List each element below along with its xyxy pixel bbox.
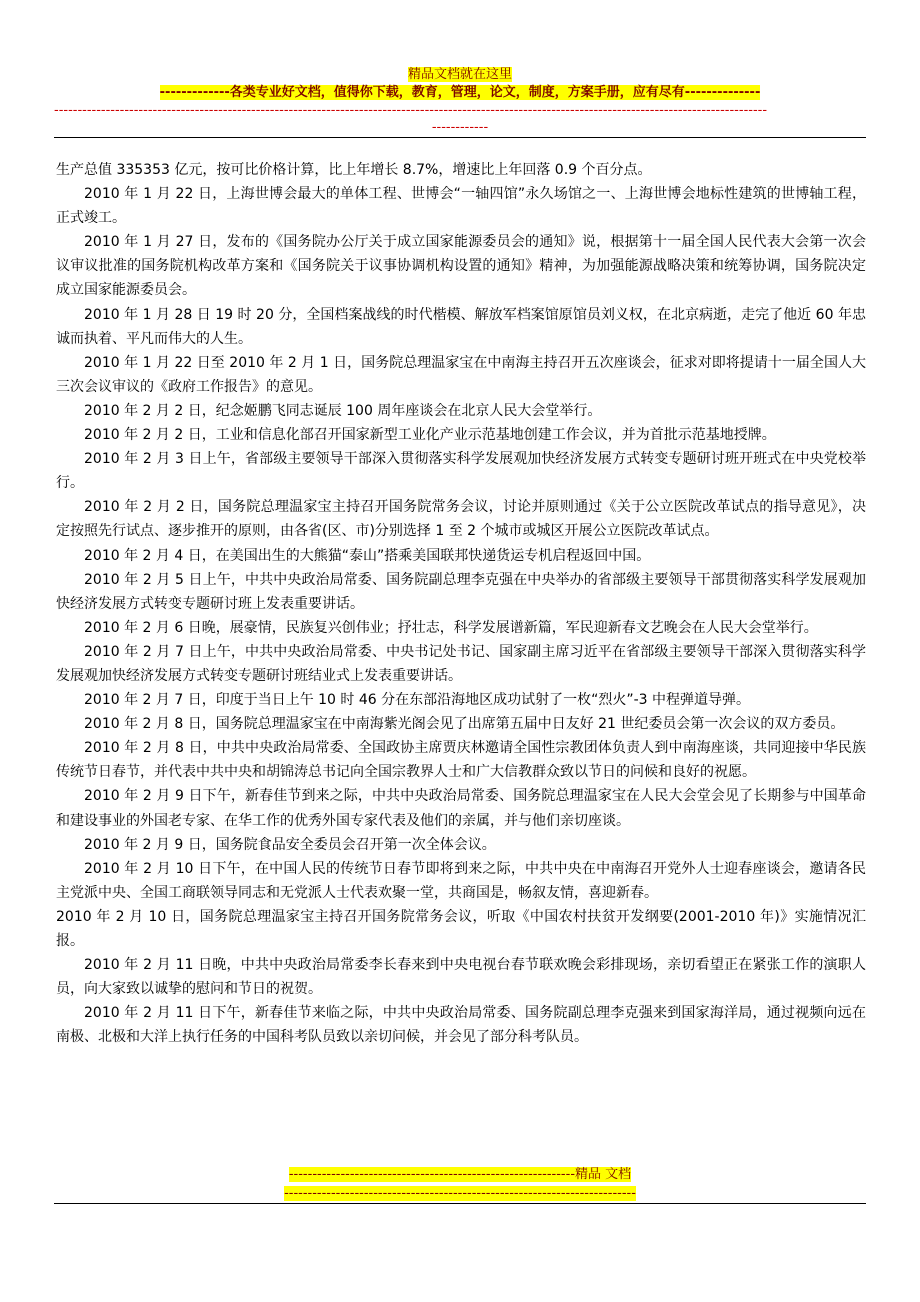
paragraph: 2010 年 1 月 28 日 19 时 20 分，全国档案战线的时代楷模、解放军档案馆原馆员刘义权，在北京病逝，走完了他近 60 年忠诚而执着、平凡而伟大的人生。 — [56, 306, 866, 347]
paragraph: 2010 年 1 月 22 日至 2010 年 2 月 1 日，国务院总理温家宝在中南海主持召开五次座谈会，征求对即将提请十一届全国人大三次会议审议的《政府工作报告》的意见。 — [56, 354, 866, 395]
paragraph: 2010 年 2 月 11 日晚，中共中央政治局常委李长春来到中央电视台春节联欢晚会彩排现场，亲切看望正在紧张工作的演职人员，向大家致以诚挚的慰问和节日的祝贺。 — [56, 957, 866, 998]
paragraph: 2010 年 2 月 8 日，中共中央政治局常委、全国政协主席贾庆林邀请全国性宗教团体负责人到中南海座谈，共同迎接中华民族传统节日春节，并代表中共中央和胡锦涛总书记向全国宗教界人士和广大信教群众致以节日的问候和良好的祝愿。 — [56, 740, 866, 781]
header-title-row — [0, 66, 920, 83]
paragraph: 2010 年 2 月 10 日，国务院总理温家宝主持召开国务院常务会议，听取《中国农村扶贫开发纲要(2001-2010 年)》实施情况汇报。 — [56, 908, 866, 949]
paragraph: 2010 年 2 月 10 日下午，在中国人民的传统节日春节即将到来之际，中共中央在中南海召开党外人士迎春座谈会，邀请各民主党派中央、全国工商联领导同志和无党派人士代表欢聚一堂，共商国是，畅叙友情，喜迎新春。 — [56, 860, 866, 901]
footer-label-row — [0, 1166, 920, 1183]
footer-dash-row — [0, 1185, 920, 1202]
header-title: 精品文档就在这里 — [407, 67, 512, 82]
paragraph: 2010 年 2 月 6 日晚，展豪情，民族复兴创伟业；抒壮志，科学发展谱新篇，军民迎新春文艺晚会在人民大会堂举行。 — [84, 619, 818, 636]
paragraph: 2010 年 2 月 2 日，纪念姬鹏飞同志诞辰 100 周年座谈会在北京人民大会堂举行。 — [84, 402, 602, 419]
paragraph: 2010 年 2 月 8 日，国务院总理温家宝在中南海紫光阁会见了出席第五届中日友好 21 世纪委员会第一次会议的双方委员。 — [84, 716, 845, 733]
header-divider — [54, 137, 866, 138]
paragraph: 2010 年 2 月 2 日，国务院总理温家宝主持召开国务院常务会议，讨论并原则通过《关于公立医院改革试点的指导意见》，决定按照先行试点、逐步推开的原则，由各省(区、市)分别选择 1 至 2 个城市或城区开展公立医院改革试点。 — [56, 499, 866, 540]
paragraph: 2010 年 2 月 9 日下午，新春佳节到来之际，中共中央政治局常委、国务院总理温家宝在人民大会堂会见了长期参与中国革命和建设事业的外国老专家、在华工作的优秀外国专家代表及他们的亲属，并与他们亲切座谈。 — [56, 788, 866, 829]
footer-divider — [54, 1203, 866, 1204]
paragraph: 2010 年 2 月 9 日，国务院食品安全委员会召开第一次全体会议。 — [84, 836, 496, 853]
paragraph: 2010 年 2 月 3 日上午，省部级主要领导干部深入贯彻落实科学发展观加快经济发展方式转变专题研讨班开班式在中央党校举行。 — [56, 451, 866, 492]
header-dash-line-short: ------------ — [431, 120, 489, 135]
header-slogan-row — [0, 84, 920, 101]
paragraph: 生产总值 335353 亿元，按可比价格计算，比上年增长 8.7%，增速比上年回落 0.9 个百分点。 — [56, 162, 652, 178]
footer-label: -------------------------------------------------------------精品 文档 — [288, 1167, 632, 1182]
paragraph: 2010 年 2 月 7 日上午，中共中央政治局常委、中央书记处书记、国家副主席习近平在省部级主要领导干部深入贯彻落实科学发展观加快经济发展方式转变专题研讨班结业式上发表重要讲话。 — [56, 643, 866, 684]
paragraph: 2010 年 2 月 4 日，在美国出生的大熊猫“泰山”搭乘美国联邦快递货运专机启程返回中国。 — [84, 547, 651, 564]
paragraph: 2010 年 2 月 11 日下午，新春佳节来临之际，中共中央政治局常委、国务院副总理李克强来到国家海洋局，通过视频向远在南极、北极和大洋上执行任务的中国科考队员致以亲切问候，并会见了部分科考队员。 — [56, 1005, 866, 1046]
footer-dash-line: --------------------------------------------------------------------------- — [284, 1186, 636, 1201]
document-body — [56, 158, 866, 1049]
header-dash-line: -------------------------------------------------------------------------------------------------------------------------------------------------------- — [54, 103, 768, 118]
paragraph: 2010 年 1 月 27 日，发布的《国务院办公厅关于成立国家能源委员会的通知》说，根据第十一届全国人民代表大会第一次会议审议批准的国务院机构改革方案和《国务院关于议事协调机构设置的通知》精神，为加强能源战略决策和统筹协调，国务院决定成立国家能源委员会。 — [56, 234, 866, 299]
paragraph: 2010 年 1 月 22 日，上海世博会最大的单体工程、世博会“一轴四馆”永久场馆之一、上海世博会地标性建筑的世博轴工程，正式竣工。 — [56, 186, 866, 227]
paragraph: 2010 年 2 月 5 日上午，中共中央政治局常委、国务院副总理李克强在中央举办的省部级主要领导干部贯彻落实科学发展观加快经济发展方式转变专题研讨班上发表重要讲话。 — [56, 571, 866, 612]
paragraph: 2010 年 2 月 2 日，工业和信息化部召开国家新型工业化产业示范基地创建工作会议，并为首批示范基地授牌。 — [84, 427, 776, 444]
header-slogan: -------------各类专业好文档，值得你下载，教育，管理，论文，制度，方案手册，应有尽有-------------- — [159, 85, 761, 100]
paragraph: 2010 年 2 月 7 日，印度于当日上午 10 时 46 分在东部沿海地区成功试射了一枚“烈火”-3 中程弹道导弹。 — [84, 692, 751, 709]
